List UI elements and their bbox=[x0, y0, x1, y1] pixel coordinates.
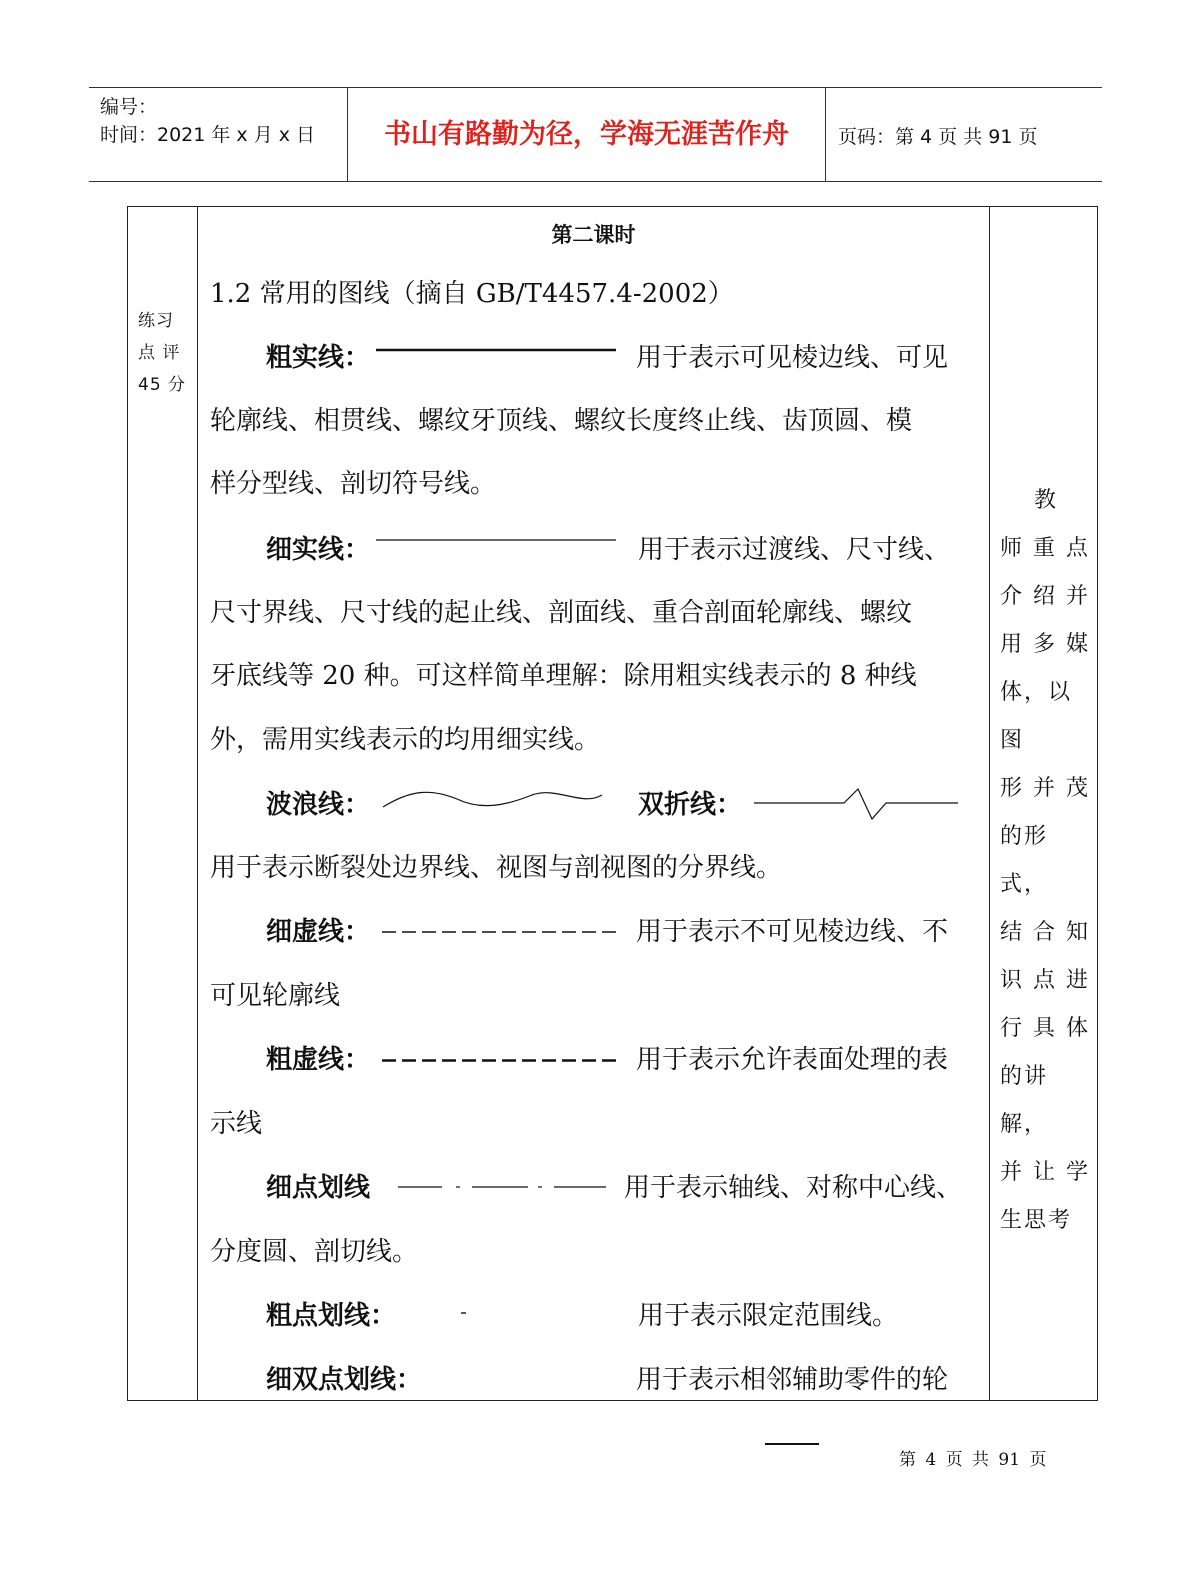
teaching-note: 结 合 知 bbox=[1000, 920, 1090, 945]
teaching-note: 行 具 体 bbox=[1000, 1016, 1090, 1041]
teaching-note: 并 让 学 bbox=[1000, 1160, 1090, 1185]
term-thin-solid: 细实线： bbox=[266, 535, 371, 565]
teaching-note: 体，以图 bbox=[1000, 680, 1073, 753]
thin-solid-line-sample bbox=[376, 538, 618, 542]
thick-solid-desc: 用于表示可见棱边线、可见 bbox=[636, 343, 949, 373]
term-thick-dashed: 粗虚线： bbox=[266, 1045, 371, 1075]
teaching-note: 识 点 进 bbox=[1000, 968, 1090, 993]
zigzag-line-sample bbox=[754, 785, 960, 825]
thick-dashdot-line-sample bbox=[460, 1311, 468, 1315]
document-header bbox=[89, 87, 1102, 182]
header-page-info: 页码：第 4 页 共 91 页 bbox=[838, 126, 1038, 148]
thick-dashed-desc-cont: 示线 bbox=[210, 1109, 263, 1139]
teaching-notes-column bbox=[1000, 477, 1092, 1245]
thick-solid-desc-cont: 轮廓线、相贯线、螺纹牙顶线、螺纹长度终止线、齿顶圆、模 bbox=[210, 406, 913, 436]
thin-dashdot-desc-cont: 分度圆、剖切线。 bbox=[210, 1237, 419, 1267]
wavy-line-sample bbox=[382, 785, 604, 815]
header-meta-cell bbox=[89, 88, 348, 181]
thin-dashdot-desc: 用于表示轴线、对称中心线、 bbox=[624, 1173, 963, 1203]
activity-duration: 45 分 bbox=[138, 375, 187, 395]
thin-dashdot-line-sample bbox=[398, 1185, 610, 1189]
thin-dashed-desc: 用于表示不可见棱边线、不 bbox=[636, 917, 949, 947]
teaching-note: 介 绍 并 bbox=[1000, 584, 1090, 609]
thick-dashdot-desc: 用于表示限定范围线。 bbox=[638, 1301, 899, 1331]
activity-label: 练习 bbox=[138, 311, 174, 331]
term-thin-double-dot: 细双点划线： bbox=[266, 1365, 423, 1395]
teaching-note: 形 并 茂 bbox=[1000, 776, 1090, 801]
thick-solid-line-sample bbox=[376, 347, 618, 353]
activity-label: 点 评 bbox=[138, 343, 181, 363]
document-number-label: 编号： bbox=[100, 96, 158, 118]
section-heading: 1.2 常用的图线（摘自 GB/T4457.4-2002） bbox=[210, 279, 734, 309]
thin-solid-desc-cont: 外，需用实线表示的均用细实线。 bbox=[210, 725, 601, 755]
term-thin-dashdot: 细点划线 bbox=[266, 1173, 371, 1203]
thin-double-dot-desc: 用于表示相邻辅助零件的轮 bbox=[636, 1365, 949, 1395]
term-zigzag-line: 双折线： bbox=[638, 790, 743, 820]
footer-page-number: 第 4 页 共 91 页 bbox=[899, 1450, 1047, 1470]
teaching-note: 教 bbox=[1033, 488, 1058, 513]
wavy-line-desc: 用于表示断裂处边界线、视图与剖视图的分界线。 bbox=[210, 853, 783, 883]
term-thick-solid: 粗实线： bbox=[266, 343, 371, 373]
table-divider-right bbox=[989, 207, 990, 1400]
teaching-note: 的形式， bbox=[1000, 824, 1049, 897]
teaching-note: 用 多 媒 bbox=[1000, 632, 1090, 657]
lesson-title: 第二课时 bbox=[551, 223, 636, 247]
teaching-note: 的讲解， bbox=[1000, 1064, 1049, 1137]
header-motto: 书山有路勤为径，学海无涯苦作舟 bbox=[348, 88, 826, 181]
thick-dashed-line-sample bbox=[382, 1058, 622, 1063]
thin-solid-desc-cont: 牙底线等 20 种。可这样简单理解：除用粗实线表示的 8 种线 bbox=[210, 661, 917, 691]
term-thin-dashed: 细虚线： bbox=[266, 917, 371, 947]
lesson-table bbox=[127, 206, 1098, 1401]
thick-dashed-desc: 用于表示允许表面处理的表 bbox=[636, 1045, 949, 1075]
teaching-note: 师 重 点 bbox=[1000, 536, 1090, 561]
thin-dashed-line-sample bbox=[382, 930, 622, 934]
table-divider-left bbox=[197, 207, 198, 1400]
footer-rule bbox=[765, 1443, 819, 1445]
teaching-note: 生思考 bbox=[1000, 1208, 1073, 1233]
activity-column bbox=[138, 305, 190, 401]
term-thick-dashdot: 粗点划线： bbox=[266, 1301, 397, 1331]
term-wavy-line: 波浪线： bbox=[266, 790, 371, 820]
thin-dashed-desc-cont: 可见轮廓线 bbox=[210, 981, 341, 1011]
thin-solid-desc: 用于表示过渡线、尺寸线、 bbox=[638, 535, 951, 565]
thin-solid-desc-cont: 尺寸界线、尺寸线的起止线、剖面线、重合剖面轮廓线、螺纹 bbox=[210, 598, 913, 628]
document-date: 时间：2021 年 x 月 x 日 bbox=[100, 124, 316, 146]
thick-solid-desc-cont: 样分型线、剖切符号线。 bbox=[210, 469, 497, 499]
